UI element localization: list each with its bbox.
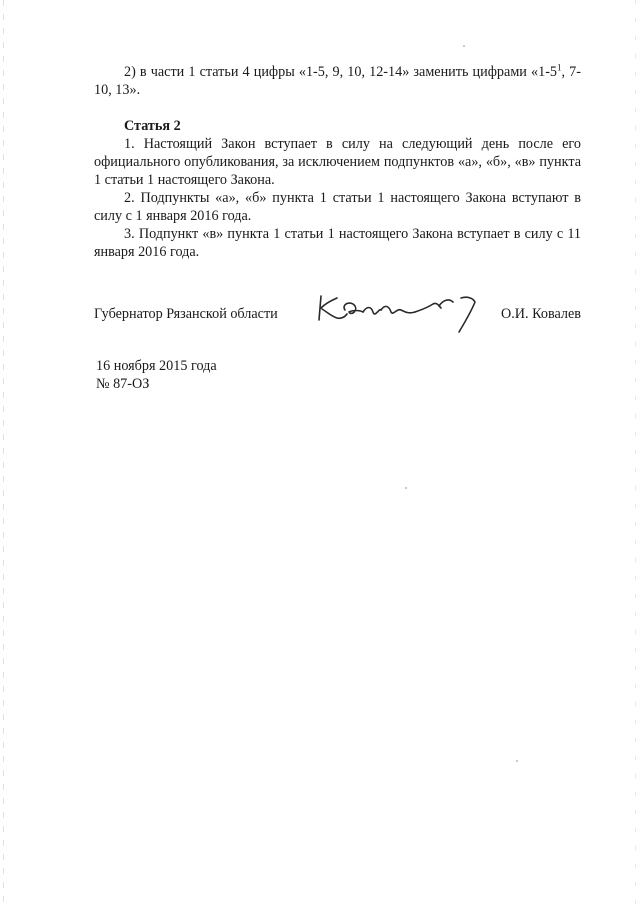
amendment-item-2: [94, 63, 581, 99]
handwritten-signature: [311, 290, 487, 336]
article-2: [94, 117, 581, 261]
law-metadata: [96, 357, 217, 393]
scan-speck: [463, 45, 465, 47]
amendment-text-start: 2) в части 1 статьи 4 цифры «1-5, 9, 10, 12-14» заменить цифрами «1-5: [124, 64, 558, 80]
article-heading: Статья 2: [124, 118, 181, 134]
law-date: 16 ноября 2015 года: [96, 358, 217, 374]
article-paragraph-3: 3. Подпункт «в» пункта 1 статьи 1 настоящего Закона вступает в силу с 11 января 2016 года.: [94, 226, 581, 260]
article-paragraph-2: 2. Подпункты «а», «б» пункта 1 статьи 1 настоящего Закона вступают в силу с 1 января 2016 года.: [94, 190, 581, 224]
law-number: № 87-ОЗ: [96, 376, 150, 392]
signatory-title: Губернатор Рязанской области: [94, 306, 278, 322]
article-paragraph-1: 1. Настоящий Закон вступает в силу на следующий день после его официального опубликования, за исключением подпунктов «а», «б», «в» пункта 1 статьи 1 настоящего Закона.: [94, 136, 581, 188]
amendment-text-end: , 7-10, 13».: [94, 64, 581, 98]
superscript-index: 1: [557, 62, 562, 73]
scan-edge-right: [635, 0, 636, 905]
scan-speck: [516, 760, 518, 762]
amendment-paragraph: [94, 63, 581, 99]
scan-edge-left: [3, 0, 4, 905]
scan-speck: [405, 487, 407, 489]
signatory-name: О.И. Ковалев: [501, 306, 581, 322]
